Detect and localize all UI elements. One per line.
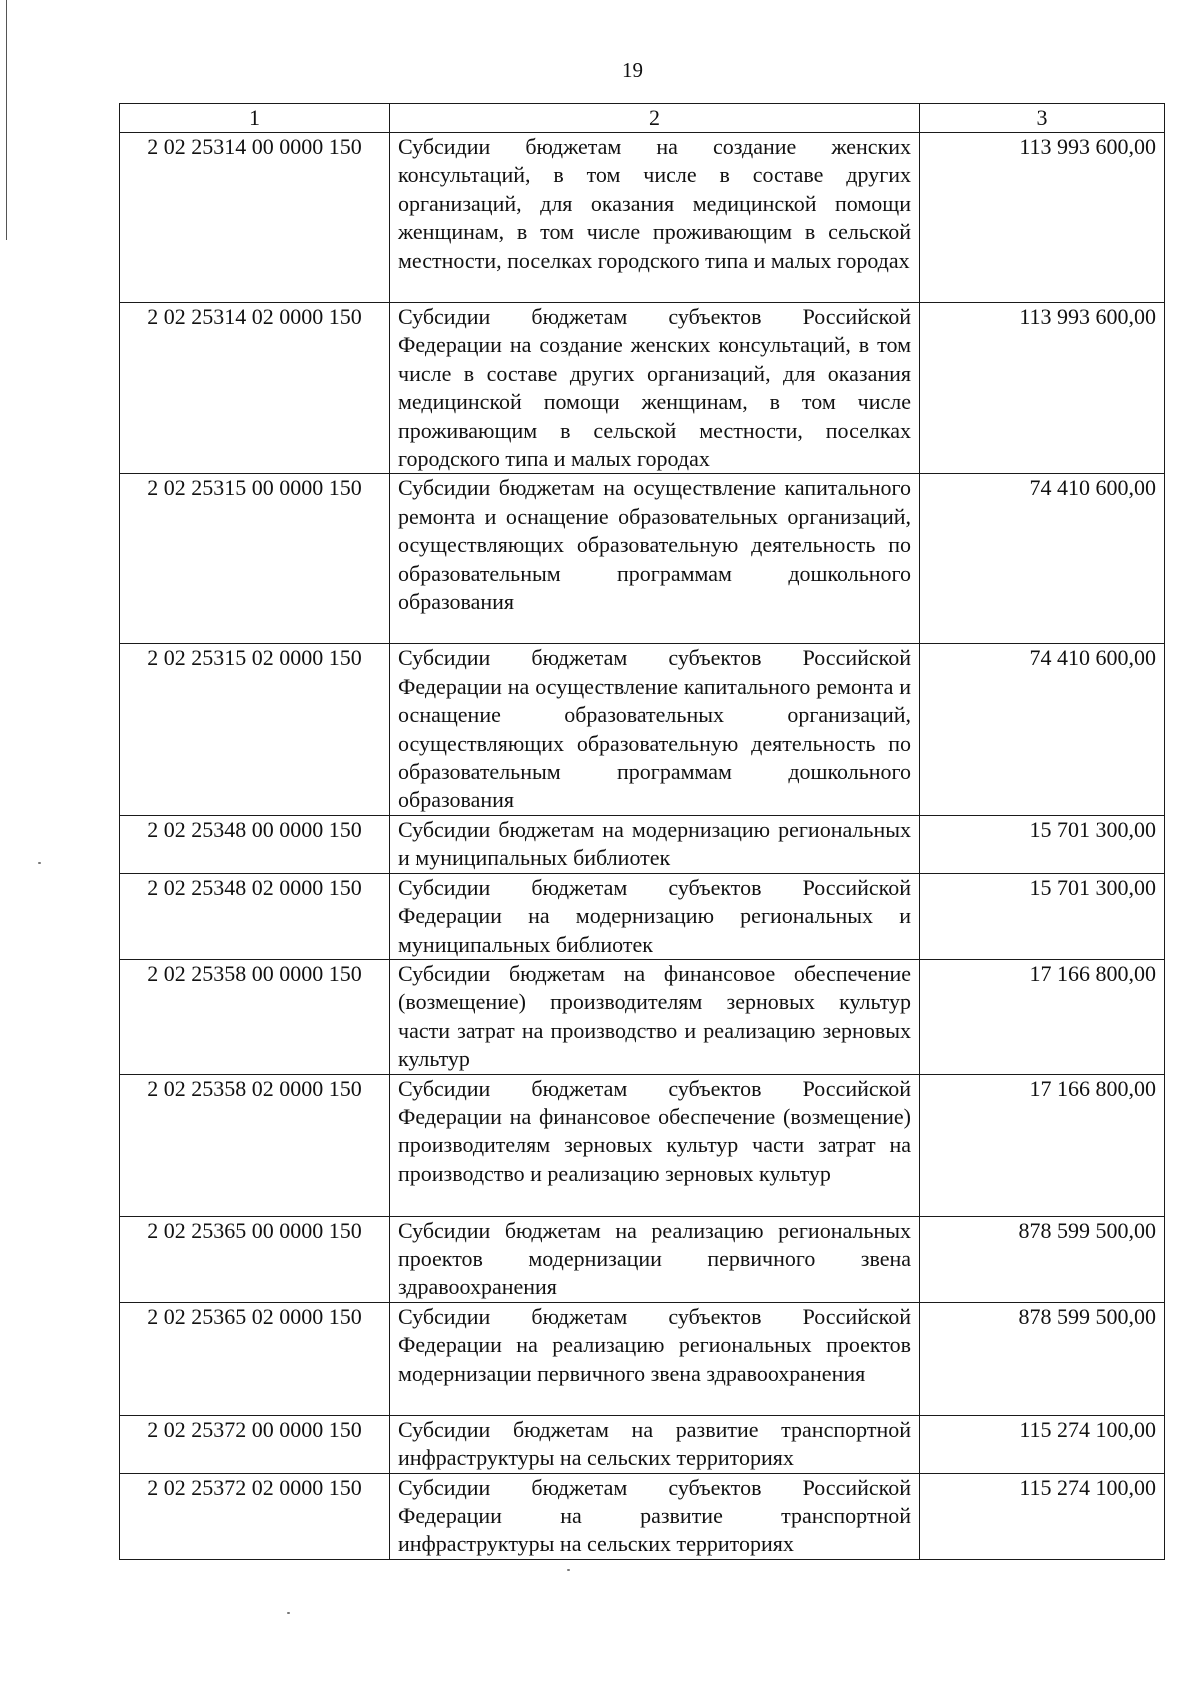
table-row	[120, 873, 1165, 959]
scan-speck	[567, 1569, 570, 1571]
table-row	[120, 1473, 1165, 1559]
table-row	[120, 474, 1165, 644]
table-header-row	[120, 104, 1165, 133]
row-code: 2 02 25348 00 0000 150	[120, 815, 390, 873]
row-description: Субсидии бюджетам на создание женских консультаций, в том числе в составе других организаций, для оказания медицинской помощи женщинам, в том числе проживающим в сельской местности, поселках городского типа и малых городах	[390, 133, 920, 303]
row-code: 2 02 25358 00 0000 150	[120, 959, 390, 1074]
row-amount: 113 993 600,00	[920, 303, 1165, 474]
row-amount: 115 274 100,00	[920, 1473, 1165, 1559]
row-amount: 74 410 600,00	[920, 474, 1165, 644]
table-row	[120, 1415, 1165, 1473]
row-code: 2 02 25315 02 0000 150	[120, 644, 390, 815]
table-row	[120, 303, 1165, 474]
row-code: 2 02 25348 02 0000 150	[120, 873, 390, 959]
scan-speck	[287, 1612, 290, 1614]
row-code: 2 02 25314 00 0000 150	[120, 133, 390, 303]
row-amount: 878 599 500,00	[920, 1302, 1165, 1415]
row-code: 2 02 25315 00 0000 150	[120, 474, 390, 644]
scan-speck	[38, 862, 41, 864]
row-amount: 113 993 600,00	[920, 133, 1165, 303]
table-row	[120, 1216, 1165, 1302]
row-description: Субсидии бюджетам на модернизацию региональных и муниципальных библиотек	[390, 815, 920, 873]
row-amount: 878 599 500,00	[920, 1216, 1165, 1302]
table-row	[120, 1074, 1165, 1216]
row-code: 2 02 25365 00 0000 150	[120, 1216, 390, 1302]
row-code: 2 02 25358 02 0000 150	[120, 1074, 390, 1216]
table-row	[120, 133, 1165, 303]
column-header-2: 2	[390, 104, 920, 133]
row-code: 2 02 25372 02 0000 150	[120, 1473, 390, 1559]
row-amount: 15 701 300,00	[920, 815, 1165, 873]
row-description: Субсидии бюджетам субъектов Российской Федерации на модернизацию региональных и муниципальных библиотек	[390, 873, 920, 959]
row-description: Субсидии бюджетам субъектов Российской Федерации на создание женских консультаций, в том числе в составе других организаций, для оказания медицинской помощи женщинам, в том числе проживающим в сельской местности, поселках городского типа и малых городах	[390, 303, 920, 474]
row-description: Субсидии бюджетам субъектов Российской Федерации на осуществление капитального ремонта и оснащение образовательных организаций, осуществляющих образовательную деятельность по образовательным программам дошкольного образования	[390, 644, 920, 815]
row-description: Субсидии бюджетам на осуществление капитального ремонта и оснащение образовательных организаций, осуществляющих образовательную деятельность по образовательным программам дошкольного образования	[390, 474, 920, 644]
budget-table	[119, 103, 1165, 1560]
row-description: Субсидии бюджетам субъектов Российской Федерации на реализацию региональных проектов модернизации первичного звена здравоохранения	[390, 1302, 920, 1415]
table-row	[120, 644, 1165, 815]
column-header-1: 1	[120, 104, 390, 133]
row-amount: 17 166 800,00	[920, 959, 1165, 1074]
row-amount: 15 701 300,00	[920, 873, 1165, 959]
row-description: Субсидии бюджетам на реализацию региональных проектов модернизации первичного звена здравоохранения	[390, 1216, 920, 1302]
scan-edge-line	[6, 0, 7, 240]
row-description: Субсидии бюджетам субъектов Российской Федерации на развитие транспортной инфраструктуры на сельских территориях	[390, 1473, 920, 1559]
row-amount: 74 410 600,00	[920, 644, 1165, 815]
table-row	[120, 959, 1165, 1074]
row-description: Субсидии бюджетам на финансовое обеспечение (возмещение) производителям зерновых культур части затрат на производство и реализацию зерновых культур	[390, 959, 920, 1074]
row-code: 2 02 25365 02 0000 150	[120, 1302, 390, 1415]
table-row	[120, 1302, 1165, 1415]
row-amount: 17 166 800,00	[920, 1074, 1165, 1216]
row-description: Субсидии бюджетам субъектов Российской Федерации на финансовое обеспечение (возмещение) производителям зерновых культур части затрат на производство и реализацию зерновых культур	[390, 1074, 920, 1216]
page-number: 19	[622, 58, 643, 82]
row-description: Субсидии бюджетам на развитие транспортной инфраструктуры на сельских территориях	[390, 1415, 920, 1473]
row-code: 2 02 25314 02 0000 150	[120, 303, 390, 474]
column-header-3: 3	[920, 104, 1165, 133]
row-code: 2 02 25372 00 0000 150	[120, 1415, 390, 1473]
table-row	[120, 815, 1165, 873]
row-amount: 115 274 100,00	[920, 1415, 1165, 1473]
